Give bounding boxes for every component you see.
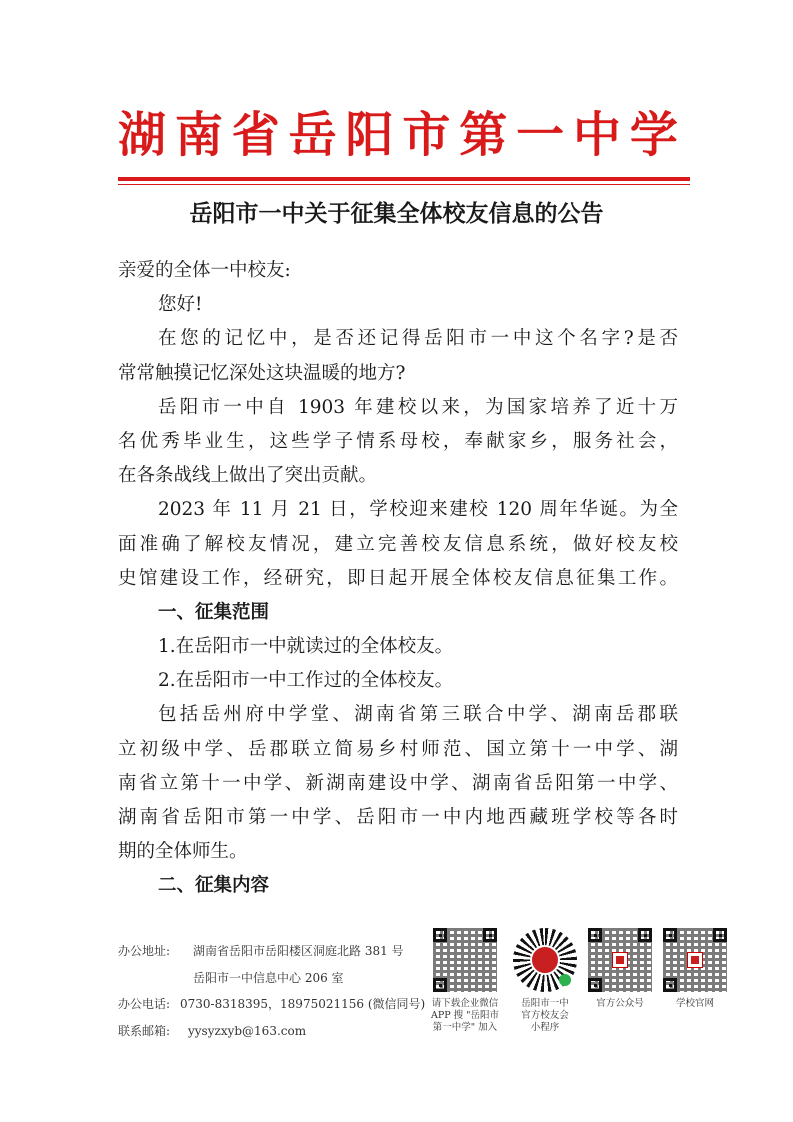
letterhead-rule-thin bbox=[118, 184, 690, 185]
letterhead-char: 南 bbox=[174, 107, 223, 163]
phone-label: 办公电话: bbox=[118, 997, 171, 1011]
qr-caption: 岳阳市一中 官方校友会 小程序 bbox=[521, 998, 569, 1033]
paragraph-line: 在您的记忆中，是否还记得岳阳市一中这个名字?是否 bbox=[158, 328, 678, 350]
phone-value: 0730-8318395，18975021156 (微信同号) bbox=[180, 997, 426, 1011]
email-value: yysyzxyb@163.com bbox=[188, 1024, 307, 1038]
section-heading-scope: 一、征集范围 bbox=[158, 601, 270, 623]
letterhead-rule-thick bbox=[118, 177, 690, 181]
miniprogram-code-icon bbox=[513, 928, 577, 992]
document-title: 岳阳市一中关于征集全体校友信息的公告 bbox=[189, 201, 604, 227]
paragraph-line: 湖南省岳阳市第一中学、岳阳市一中内地西藏班学校等各时 bbox=[118, 807, 678, 828]
paragraph-line: 立初级中学、岳郡联立简易乡村师范、国立第十一中学、湖 bbox=[118, 738, 678, 760]
qr-alumni-miniprogram bbox=[510, 928, 580, 1034]
salutation: 亲爱的全体一中校友: bbox=[118, 260, 291, 281]
letterhead-char: 阳 bbox=[345, 107, 394, 163]
paragraph-line: 南省立第十一中学、新湖南建设中学、湖南省岳阳第一中学、 bbox=[118, 772, 678, 794]
qr-official-account bbox=[585, 928, 655, 1010]
address-label: 办公地址: bbox=[118, 944, 171, 958]
letterhead-char: 市 bbox=[402, 107, 451, 163]
address-line-1: 湖南省岳阳市岳阳楼区洞庭北路 381 号 bbox=[193, 944, 404, 958]
qr-caption: 官方公众号 bbox=[596, 998, 644, 1009]
letterhead-char: 中 bbox=[573, 107, 622, 163]
qr-caption: 请下载企业微信 APP 搜 "岳阳市 第一中学" 加入 bbox=[430, 998, 500, 1033]
qr-caption: 学校官网 bbox=[675, 998, 714, 1009]
letterhead-char: 学 bbox=[629, 107, 678, 163]
letterhead-char: 一 bbox=[516, 107, 565, 163]
qr-enterprise-wechat bbox=[430, 928, 500, 1034]
paragraph-line: 名优秀毕业生，这些学子情系母校，奉献家乡，服务社会， bbox=[118, 430, 678, 452]
paragraph-line: 常常触摸记忆深处这块温暖的地方? bbox=[118, 362, 406, 384]
paragraph-line: 面准确了解校友情况，建立完善校友信息系统，做好校友校 bbox=[118, 533, 678, 555]
letterhead-char: 岳 bbox=[288, 107, 337, 163]
qr-code-icon bbox=[433, 928, 497, 992]
paragraph-line: 史馆建设工作，经研究，即日起开展全体校友信息征集工作。 bbox=[118, 567, 678, 589]
paragraph-line: 岳阳市一中自 1903 年建校以来，为国家培养了近十万 bbox=[158, 396, 678, 418]
list-item: 2.在岳阳市一中工作过的全体校友。 bbox=[158, 670, 454, 692]
paragraph-line: 期的全体师生。 bbox=[118, 841, 248, 863]
document-body bbox=[118, 254, 678, 904]
address-line-2: 岳阳市一中信息中心 206 室 bbox=[193, 971, 344, 985]
paragraph-line: 在各条战线上做出了突出贡献。 bbox=[118, 465, 378, 487]
list-item: 1.在岳阳市一中就读过的全体校友。 bbox=[158, 636, 454, 658]
section-heading-content: 二、征集内容 bbox=[158, 875, 270, 897]
letterhead-school-name bbox=[118, 100, 678, 170]
qr-school-website bbox=[660, 928, 730, 1010]
letterhead-char: 省 bbox=[231, 107, 280, 163]
greeting: 您好! bbox=[158, 294, 203, 316]
paragraph-line: 2023 年 11 月 21 日，学校迎来建校 120 周年华诞。为全 bbox=[158, 499, 678, 521]
letterhead-char: 湖 bbox=[118, 107, 167, 163]
qr-code-icon bbox=[588, 928, 652, 992]
qr-code-icon bbox=[663, 928, 727, 992]
letterhead-char: 第 bbox=[459, 107, 508, 163]
paragraph-line: 包括岳州府中学堂、湖南省第三联合中学、湖南岳郡联 bbox=[158, 704, 678, 726]
email-label: 联系邮箱: bbox=[118, 1024, 171, 1038]
